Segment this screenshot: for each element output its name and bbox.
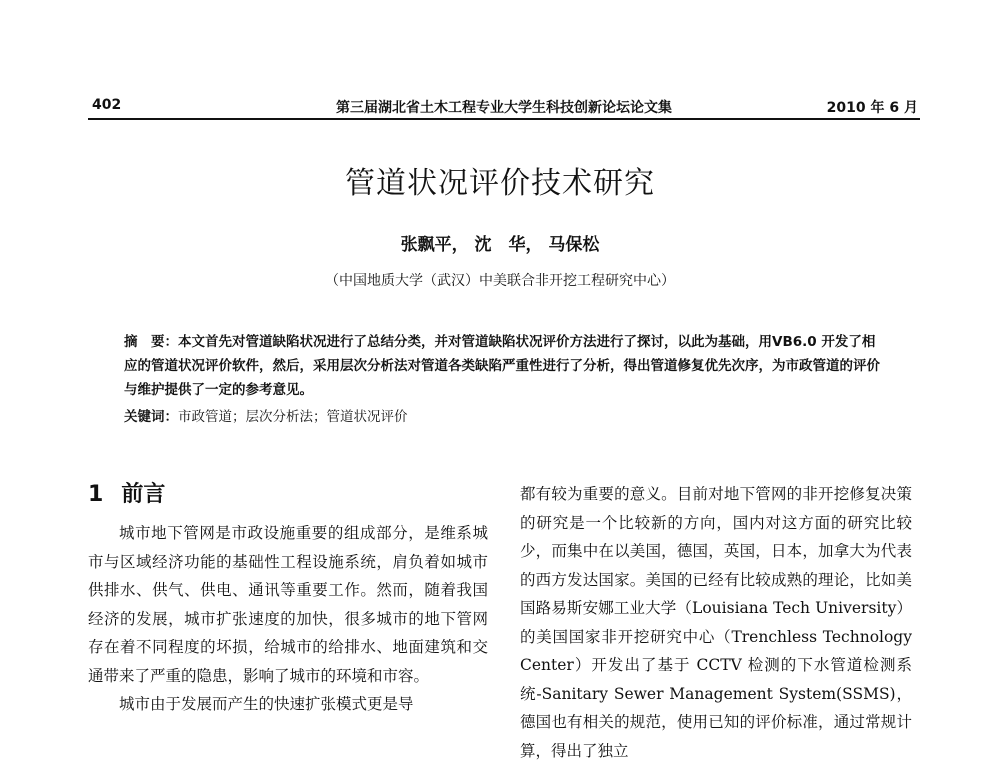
- abstract-label: 摘 要：: [124, 334, 178, 350]
- intro-paragraph-1: 城市地下管网是市政设施重要的组成部分，是维系城市与区域经济功能的基础性工程设施系统，肩负着如城市供排水、供气、供电、通讯等重要工作。然而，随着我国经济的发展，城市扩张速度的加快，很多城市的地下管网存在着不同程度的坏损，给城市的给排水、地面建筑和交通带来了严重的隐患，影响了城市的环境和市容。: [88, 524, 488, 685]
- conference-title: 第三届湖北省土木工程专业大学生科技创新论坛论文集: [336, 100, 672, 116]
- keywords: [124, 405, 884, 429]
- paper-title: 管道状况评价技术研究: [345, 166, 655, 201]
- intro-paragraph-2: 城市由于发展而产生的快速扩张模式更是导: [119, 695, 414, 713]
- keywords-text: 市政管道；层次分析法；管道状况评价: [178, 409, 408, 425]
- page-number: 402: [92, 97, 122, 113]
- publication-date: 2010 年 6 月: [826, 100, 918, 116]
- section-heading: [88, 477, 165, 508]
- paper-affiliation: （中国地质大学（武汉）中美联合非开挖工程研究中心）: [325, 273, 675, 289]
- right-column-paragraph: 都有较为重要的意义。目前对地下管网的非开挖修复决策的研究是一个比较新的方向，国内对这方面的研究比较少，而集中在以美国，德国，英国，日本，加拿大为代表的西方发达国家。美国的已经有比较成熟的理论，比如美国路易斯安娜工业大学（Louisiana Tech University）的美国国家非开挖研究中心（Trenchless Technology Center）开发出了基于 CCTV 检测的下水管道检测系统-Sanitary Sewer Management System(SSMS)，德国也有相关的规范，使用已知的评价标准，通过常规计算，得出了独立: [520, 485, 912, 760]
- abstract-text: 本文首先对管道缺陷状况进行了总结分类，并对管道缺陷状况评价方法进行了探讨，以此为基础，用VB6.0 开发了相应的管道状况评价软件，然后，采用层次分析法对管道各类缺陷严重性进行了分析，得出管道修复优先次序，为市政管道的评价与维护提供了一定的参考意见。: [124, 334, 880, 398]
- section-title: 前言: [121, 482, 166, 507]
- running-header: [88, 96, 920, 120]
- keywords-label: 关键词：: [124, 409, 178, 425]
- left-column: [88, 519, 488, 719]
- section-number: 1: [88, 482, 104, 507]
- paper-authors: 张飘平， 沈 华， 马保松: [400, 235, 600, 255]
- abstract: [124, 330, 884, 402]
- right-column: [520, 480, 912, 765]
